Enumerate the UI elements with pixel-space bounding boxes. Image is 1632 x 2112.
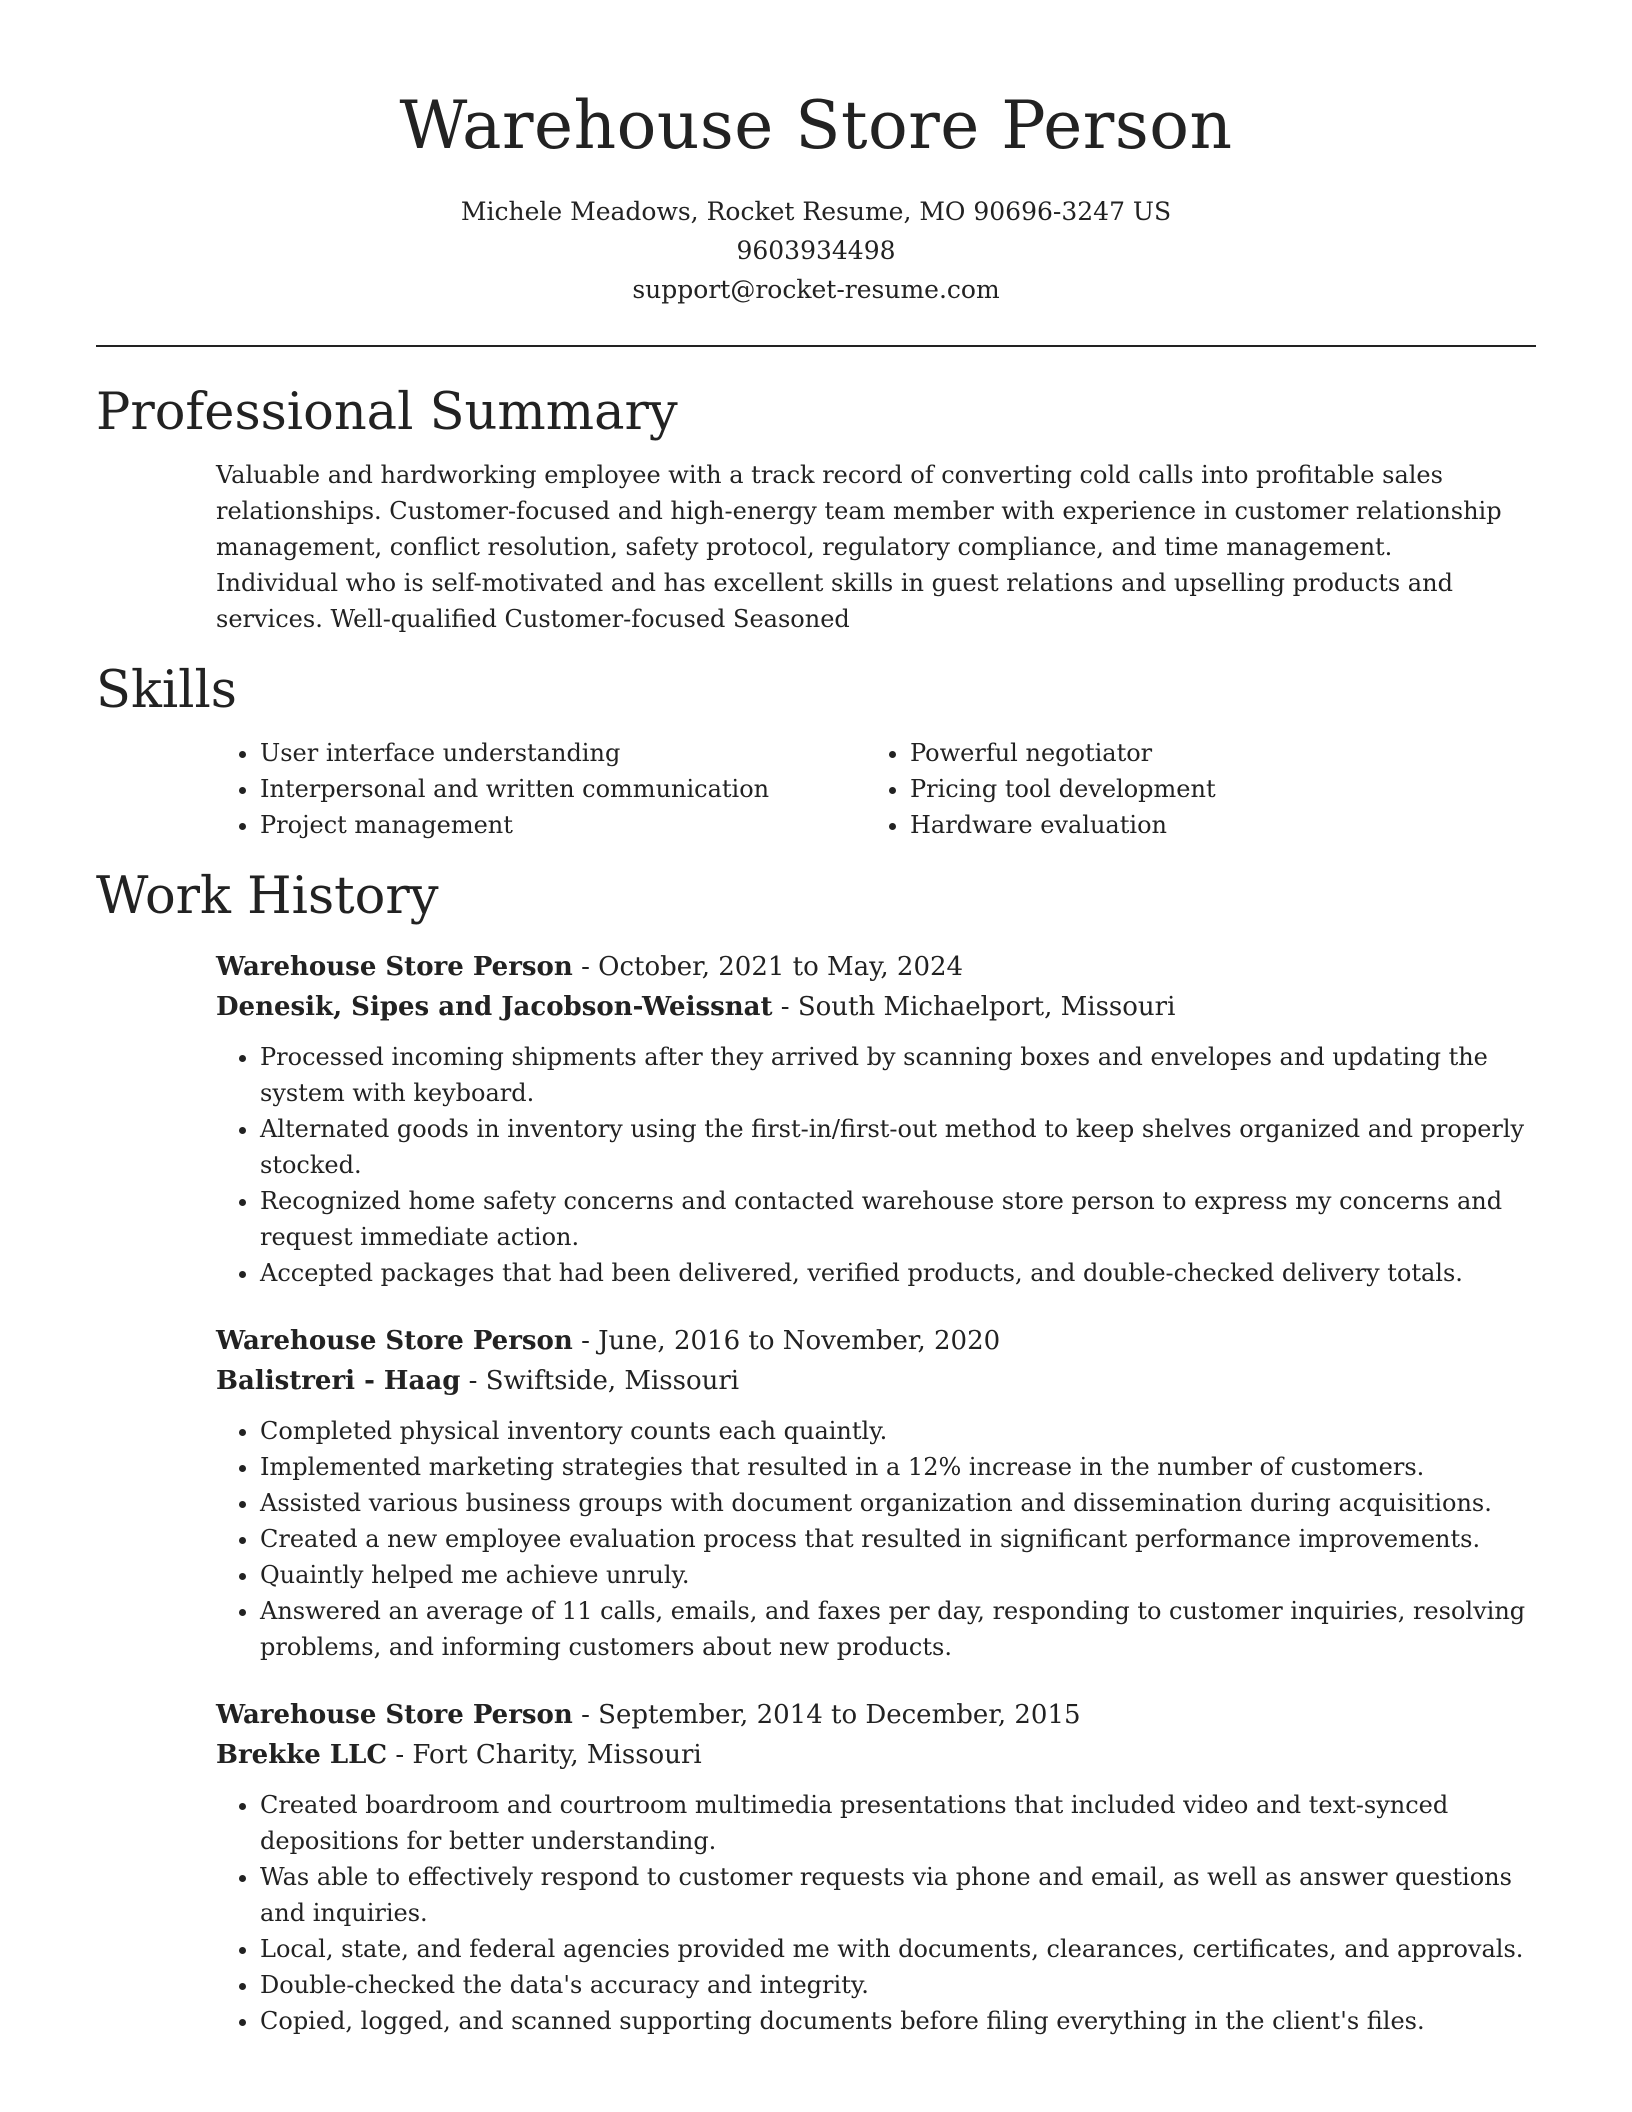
job-dates: - June, 2016 to November, 2020 <box>572 1326 1001 1356</box>
job-bullet: • Answered an average of 11 calls, emails, and faxes per day, responding to customer inquiries, resolving problems, and informing customers about new products. <box>260 1593 1526 1665</box>
skills-list-right <box>866 735 1466 843</box>
job-company-line <box>216 987 1536 1027</box>
skill-item: • Interpersonal and written communication <box>260 771 866 807</box>
job-entry <box>216 1695 1536 2039</box>
job-title-line <box>216 1695 1536 1735</box>
job-location: - Fort Charity, Missouri <box>387 1740 702 1770</box>
job-bullet: • Local, state, and federal agencies provided me with documents, clearances, certificates, and approvals. <box>260 1931 1526 1967</box>
job-company-line <box>216 1735 1536 1775</box>
job-location: - Swiftside, Missouri <box>460 1366 740 1396</box>
job-company: Balistreri - Haag <box>216 1366 461 1396</box>
skill-item: • Powerful negotiator <box>910 735 1466 771</box>
header-divider <box>96 345 1536 347</box>
resume-header <box>96 0 1536 309</box>
job-title-line <box>216 947 1536 987</box>
job-bullet: • Accepted packages that had been delivered, verified products, and double-checked delivery totals. <box>260 1255 1526 1291</box>
resume-title: Warehouse Store Person <box>399 87 1233 164</box>
job-title: Warehouse Store Person <box>216 1326 573 1356</box>
work-history-heading: Work History <box>96 867 439 926</box>
job-bullet: • Assisted various business groups with document organization and dissemination during acquisitions. <box>260 1485 1526 1521</box>
contact-email: support@rocket-resume.com <box>632 275 1000 304</box>
skills-list-left <box>216 735 866 843</box>
contact-block <box>96 192 1536 309</box>
skills-heading: Skills <box>96 661 237 720</box>
job-company: Denesik, Sipes and Jacobson-Weissnat <box>216 992 773 1022</box>
job-bullet: • Was able to effectively respond to customer requests via phone and email, as well as answer questions and inquiries. <box>260 1859 1526 1931</box>
skills-section <box>96 659 1536 843</box>
job-bullet: • Quaintly helped me achieve unruly. <box>260 1557 1526 1593</box>
skill-item: • Pricing tool development <box>910 771 1466 807</box>
job-bullet: • Created a new employee evaluation process that resulted in significant performance improvements. <box>260 1521 1526 1557</box>
summary-text: Valuable and hardworking employee with a track record of converting cold calls into profitable sales relationships. Customer-focused and high-energy team member with experience in customer relationship management, conflict resolution, safety protocol, regulatory compliance, and time management. Individual who is self-motivated and has excellent skills in guest relations and upselling products and services. Well-qualified Customer-focused Seasoned <box>216 461 1502 633</box>
job-location: - South Michaelport, Missouri <box>772 992 1176 1022</box>
job-dates: - October, 2021 to May, 2024 <box>572 952 964 982</box>
job-bullets <box>216 1413 1536 1665</box>
job-company: Brekke LLC <box>216 1740 388 1770</box>
skill-item: • Hardware evaluation <box>910 807 1466 843</box>
job-title-line <box>216 1321 1536 1361</box>
job-bullets <box>216 1787 1536 2039</box>
job-bullets <box>216 1039 1536 1291</box>
job-title: Warehouse Store Person <box>216 952 573 982</box>
job-bullet: • Processed incoming shipments after they arrived by scanning boxes and envelopes and updating the system with keyboard. <box>260 1039 1526 1111</box>
skills-grid <box>216 735 1536 843</box>
job-dates: - September, 2014 to December, 2015 <box>572 1700 1081 1730</box>
job-title: Warehouse Store Person <box>216 1700 573 1730</box>
job-bullet: • Copied, logged, and scanned supporting documents before filing everything in the client's files. <box>260 2003 1526 2039</box>
summary-heading: Professional Summary <box>96 383 678 442</box>
job-entry <box>216 947 1536 1291</box>
job-bullet: • Alternated goods in inventory using the first-in/first-out method to keep shelves organized and properly stocked. <box>260 1111 1526 1183</box>
skill-item: • User interface understanding <box>260 735 866 771</box>
skill-item: • Project management <box>260 807 866 843</box>
job-company-line <box>216 1361 1536 1401</box>
job-bullet: • Completed physical inventory counts each quaintly. <box>260 1413 1526 1449</box>
summary-section <box>96 381 1536 637</box>
job-entry <box>216 1321 1536 1665</box>
contact-address: Michele Meadows, Rocket Resume, MO 90696-3247 US <box>460 197 1172 226</box>
job-bullet: • Double-checked the data's accuracy and integrity. <box>260 1967 1526 2003</box>
job-bullet: • Created boardroom and courtroom multimedia presentations that included video and text-synced depositions for better understanding. <box>260 1787 1526 1859</box>
contact-phone: 9603934498 <box>736 236 896 265</box>
work-history-section <box>96 865 1536 2039</box>
job-bullet: • Recognized home safety concerns and contacted warehouse store person to express my concerns and request immediate action. <box>260 1183 1526 1255</box>
job-bullet: • Implemented marketing strategies that resulted in a 12% increase in the number of customers. <box>260 1449 1526 1485</box>
